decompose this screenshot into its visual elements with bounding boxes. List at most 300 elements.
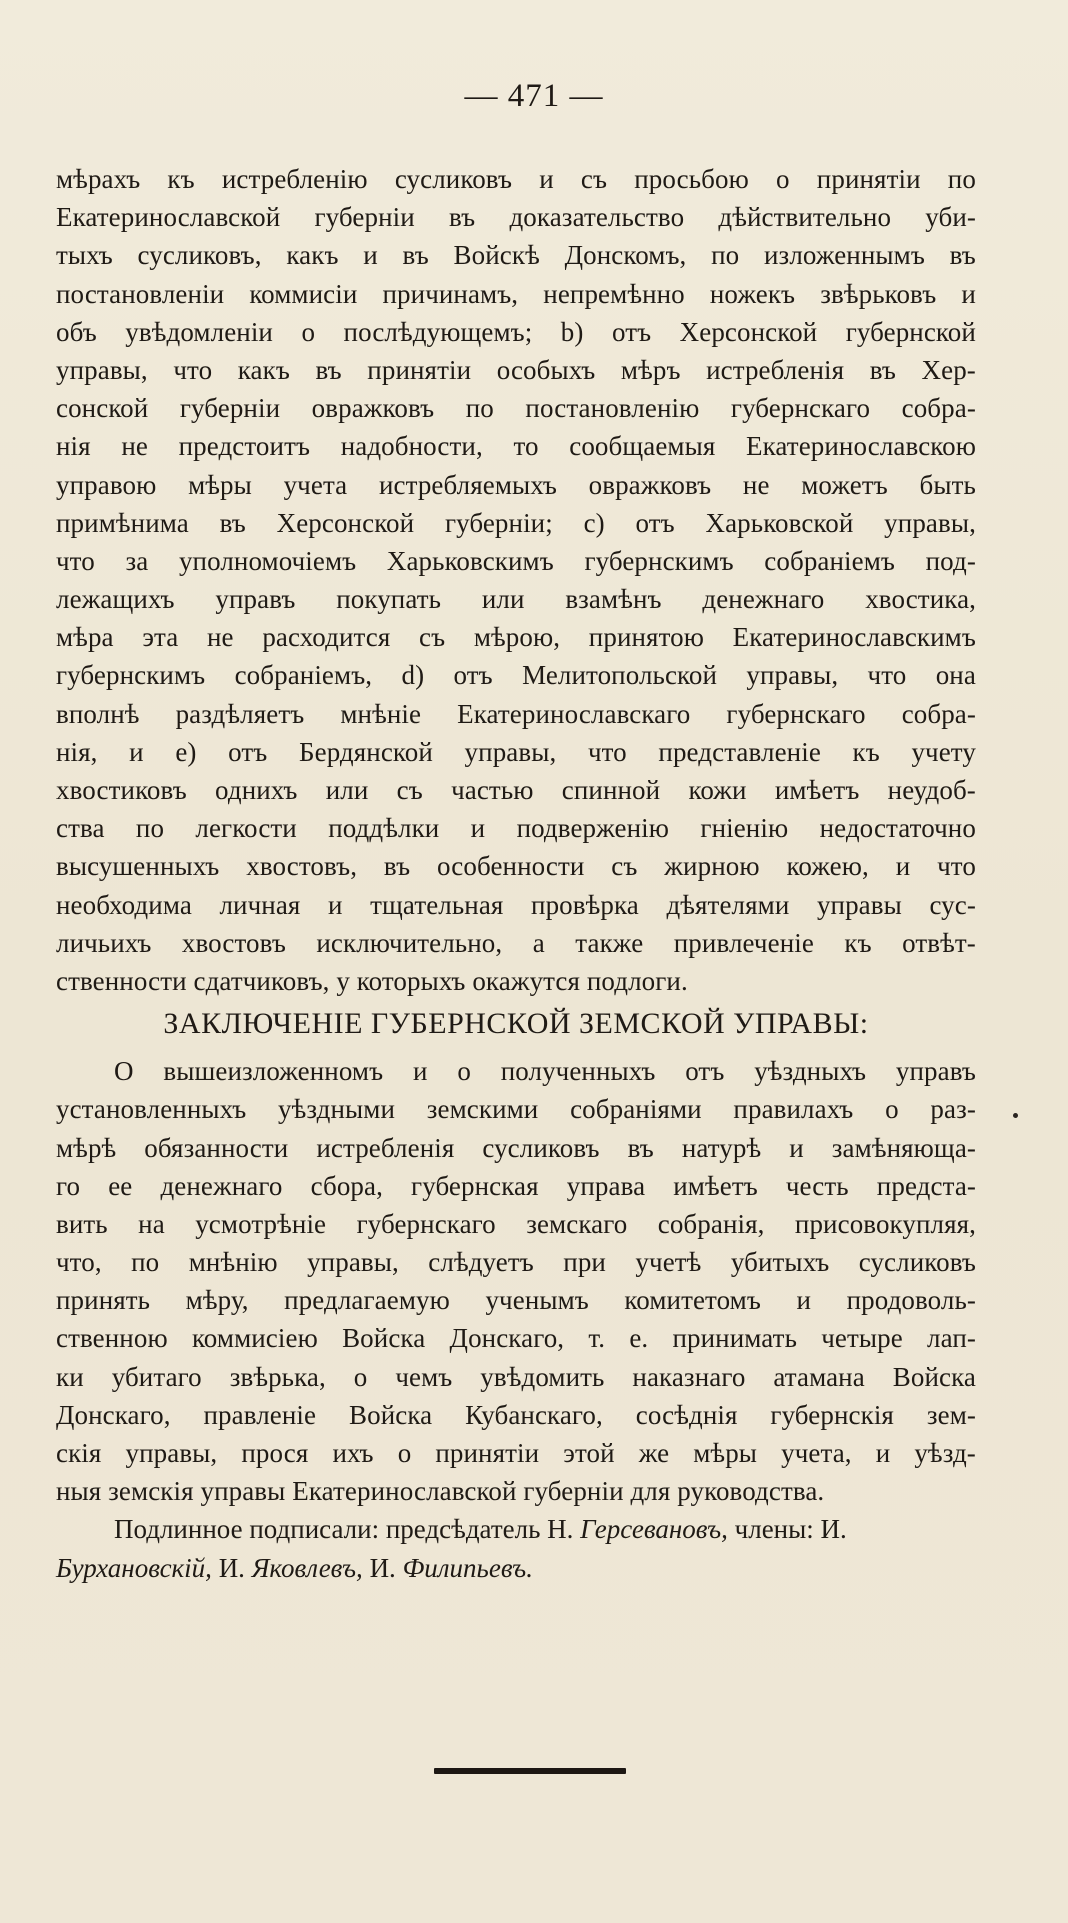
word: постановленію <box>525 393 700 424</box>
text-line <box>56 542 976 580</box>
word: Бердянской <box>299 736 433 767</box>
signature-member-2: Яковлевъ, <box>251 1552 363 1583</box>
word: что <box>587 736 627 767</box>
word: о <box>457 1056 471 1087</box>
word: управы, <box>464 736 557 767</box>
word: Екатеринославскаго <box>457 698 691 729</box>
text-line <box>56 1243 976 1281</box>
word: сусликовъ <box>482 1132 600 1163</box>
word: усмотрѣніе <box>195 1208 327 1239</box>
word: раз- <box>930 1094 976 1125</box>
word: не <box>742 469 770 500</box>
signature-line-2 <box>56 1549 976 1587</box>
text-line <box>56 236 976 274</box>
word: въ <box>869 354 896 385</box>
word: что, <box>56 1247 102 1278</box>
word: по <box>135 813 165 844</box>
word: собра- <box>901 698 976 729</box>
word: т. <box>588 1323 606 1354</box>
word: дѣятелями <box>666 889 790 920</box>
word: собранія, <box>657 1208 765 1239</box>
word: Войска <box>349 1399 433 1430</box>
word: прося <box>241 1438 309 1468</box>
word: Херсонской <box>679 316 818 347</box>
word: ственною <box>56 1323 168 1354</box>
word: въ <box>383 851 411 882</box>
word: Екатеринославской <box>56 202 281 233</box>
word: личьихъ <box>56 927 152 958</box>
text-line <box>56 313 976 351</box>
text-line <box>56 160 976 198</box>
word: мѣра <box>56 622 114 653</box>
word: губернскимъ <box>584 545 734 576</box>
word: увѣдомленіи <box>125 316 273 347</box>
word: сусликовъ <box>858 1247 976 1278</box>
word: е) <box>175 736 197 767</box>
word: установленныхъ <box>56 1094 247 1125</box>
word: овражковъ <box>311 393 435 424</box>
word: Войска <box>342 1323 426 1354</box>
word: въ <box>315 354 342 385</box>
word: по <box>947 164 976 194</box>
text-line <box>56 771 976 809</box>
text-line <box>56 1129 976 1167</box>
word: мнѣнію <box>188 1247 278 1278</box>
signature-chairman: Герсевановъ, <box>580 1514 728 1545</box>
signature-prefix: Подлинное подписали: предсѣдатель Н. <box>114 1514 574 1545</box>
word: мнѣніе <box>340 698 422 729</box>
word: губерніи; <box>444 507 553 538</box>
word: то <box>513 431 539 462</box>
word: мѣръ <box>620 354 681 385</box>
word: и <box>895 851 911 882</box>
word: О <box>114 1056 134 1087</box>
word: ее <box>108 1170 133 1201</box>
word: и <box>412 1056 428 1087</box>
text-line <box>56 1396 976 1434</box>
word: Екатеринославскимъ <box>732 622 976 653</box>
word: предстоитъ <box>178 431 311 462</box>
word: управы, <box>884 507 976 538</box>
word: Донскомъ, <box>564 240 687 271</box>
word: отъ <box>228 736 268 767</box>
word: коммисіи <box>249 278 358 309</box>
word: отъ <box>453 660 493 691</box>
word: мѣрахъ <box>56 164 141 194</box>
word: управы <box>816 889 902 920</box>
word: особыхъ <box>496 354 596 385</box>
word: убитаго <box>111 1361 202 1392</box>
word: или <box>481 584 525 615</box>
signature-line-1 <box>56 1510 976 1548</box>
word: управы, <box>56 354 148 385</box>
word: принятіи <box>816 164 921 194</box>
word: Войскѣ <box>453 240 540 271</box>
word: при <box>563 1247 606 1278</box>
word: взамѣнъ <box>565 584 662 615</box>
word: просьбою <box>634 164 749 194</box>
signature-member-3-initial: И. <box>369 1552 396 1583</box>
paragraph-1 <box>56 160 976 1000</box>
signature-member-2-initial: И. <box>218 1552 245 1583</box>
word: собраніями <box>570 1094 702 1125</box>
word: мѣры <box>188 469 252 500</box>
word: что <box>56 545 95 576</box>
word: собраніемъ <box>764 545 895 576</box>
word: учета, <box>781 1438 852 1468</box>
text-line <box>56 1167 976 1205</box>
word: управъ <box>215 584 296 615</box>
text-line <box>56 427 976 465</box>
text-line <box>56 886 976 924</box>
word: е. <box>629 1323 649 1354</box>
word: съ <box>396 775 423 805</box>
closing-rule <box>434 1768 626 1774</box>
word: о <box>885 1094 899 1125</box>
text-line <box>56 924 976 962</box>
word: дѣйствительно <box>718 202 892 233</box>
word: управы, <box>746 660 839 691</box>
word: быть <box>919 469 976 500</box>
word: а <box>532 927 545 958</box>
text-line: ныя земскія управы Екатеринославской губерніи для руководства. <box>56 1476 825 1507</box>
word: уѣздными <box>278 1094 396 1125</box>
word: о <box>301 316 316 347</box>
word: постановленіи <box>56 278 225 309</box>
word: отъ <box>611 316 652 347</box>
word: примѣнима <box>56 507 189 538</box>
word: послѣдующемъ; <box>343 316 533 347</box>
word: губернскаго <box>356 1208 496 1239</box>
text-line <box>56 466 976 504</box>
word: въ <box>949 240 976 271</box>
word: причинамъ, <box>382 278 519 309</box>
word: мѣрѣ <box>56 1132 117 1163</box>
word: натурѣ <box>681 1132 762 1163</box>
word: по <box>131 1247 160 1278</box>
word: гніенію <box>700 813 789 844</box>
word: убитыхъ <box>730 1247 830 1278</box>
word: учету <box>911 736 976 767</box>
word: неудоб- <box>887 775 976 805</box>
word: надобности, <box>340 431 483 462</box>
word: истребленія <box>316 1132 455 1163</box>
word: въ <box>449 202 476 233</box>
word: сусликовъ <box>394 164 513 194</box>
word: личная <box>219 889 301 920</box>
word: продоволь- <box>846 1285 976 1316</box>
word: о <box>397 1438 412 1468</box>
word: расходится <box>262 622 391 653</box>
word: правленіе <box>203 1399 317 1430</box>
word: однихъ <box>215 775 298 805</box>
text-line: ственности сдатчиковъ, у которыхъ окажутся подлоги. <box>56 965 688 996</box>
word: въ <box>402 240 429 271</box>
word: и <box>796 1285 812 1316</box>
word: исключительно, <box>316 927 503 958</box>
word: мѣру, <box>185 1285 249 1316</box>
word: губернскаго <box>730 393 871 424</box>
text-line <box>56 1205 976 1243</box>
signature-members-label: члены: И. <box>734 1514 847 1545</box>
word: денежнаго <box>702 584 825 615</box>
word: c) <box>583 507 605 538</box>
word: губернскимъ <box>56 660 206 691</box>
word: скія <box>56 1438 102 1468</box>
word: губернская <box>411 1170 539 1201</box>
text-body <box>56 160 976 1587</box>
word: изложеннымъ <box>764 240 925 271</box>
word: нія, <box>56 736 98 767</box>
word: сообщаемыя <box>569 431 716 462</box>
word: ки <box>56 1361 84 1392</box>
word: хвостовъ, <box>246 851 358 882</box>
word: собра- <box>901 393 976 424</box>
word: истребляемыхъ <box>378 469 557 500</box>
word: высушенныхъ <box>56 851 220 882</box>
word: эта <box>142 622 179 653</box>
word: что <box>173 354 213 385</box>
word: вышеизложенномъ <box>163 1056 384 1087</box>
word: уѣзд- <box>914 1438 976 1468</box>
word: губернской <box>845 316 976 347</box>
text-line <box>56 847 976 885</box>
word: управъ <box>895 1056 976 1087</box>
word: представленіе <box>658 736 821 767</box>
text-line <box>56 695 976 733</box>
text-line <box>56 198 976 236</box>
word: что <box>937 851 976 882</box>
word: она <box>935 660 976 691</box>
word: уѣздныхъ <box>754 1056 867 1087</box>
word: къ <box>844 927 872 958</box>
word: уби- <box>925 202 976 233</box>
word: частью <box>451 775 534 805</box>
word: слѣдуетъ <box>428 1247 534 1278</box>
word: недостаточно <box>819 813 976 844</box>
word: овражковъ <box>588 469 712 500</box>
word: Харьковскимъ <box>386 545 554 576</box>
word: губерніи <box>179 393 281 424</box>
word: же <box>638 1438 670 1468</box>
word: хвостика, <box>865 584 976 615</box>
word: лап- <box>927 1323 976 1354</box>
word: сус- <box>929 889 976 920</box>
word: коммисіею <box>191 1323 318 1354</box>
word: го <box>56 1170 81 1201</box>
word: непремѣнно <box>543 278 685 309</box>
text-line <box>56 1090 976 1128</box>
word: земскаго <box>526 1208 628 1239</box>
word: вить <box>56 1208 108 1239</box>
word: къ <box>167 164 195 194</box>
word: кожи <box>688 775 747 805</box>
word: сосѣднія <box>635 1399 738 1430</box>
word: о <box>776 164 790 194</box>
word: мѣрою, <box>473 622 561 653</box>
word: зем- <box>926 1399 976 1430</box>
word: принятою <box>588 622 704 653</box>
section-heading: ЗАКЛЮЧЕНІЕ ГУБЕРНСКОЙ ЗЕМСКОЙ УПРАВЫ: <box>163 1007 869 1041</box>
word: съ <box>580 164 608 194</box>
word: полученныхъ <box>500 1056 656 1087</box>
text-line <box>56 275 976 313</box>
word: учетѣ <box>635 1247 702 1278</box>
word: имѣетъ <box>673 1170 758 1201</box>
word: губернскія <box>770 1399 894 1430</box>
word: предлагаемую <box>284 1285 450 1316</box>
word: земскими <box>426 1094 539 1125</box>
word: вполнѣ <box>56 698 140 729</box>
word: учета <box>283 469 348 500</box>
word: звѣрька, <box>229 1361 326 1392</box>
text-line <box>56 733 976 771</box>
word: съ <box>419 622 446 653</box>
word: замѣняюща- <box>831 1132 976 1163</box>
word: и <box>363 240 378 271</box>
word: уполномочіемъ <box>178 545 357 576</box>
word: что <box>867 660 907 691</box>
word: раздѣляетъ <box>175 698 305 729</box>
word: тщательная <box>370 889 504 920</box>
word: хвостовъ <box>181 927 286 958</box>
word: отъ <box>635 507 675 538</box>
text-line <box>56 580 976 618</box>
word: къ <box>852 736 880 767</box>
text-line <box>56 1052 976 1090</box>
word: этой <box>563 1438 615 1468</box>
page-number: — 471 — <box>464 78 604 114</box>
word: ихъ <box>332 1438 374 1468</box>
word: под- <box>925 545 976 576</box>
word: кожею, <box>786 851 869 882</box>
word: о <box>353 1361 368 1392</box>
word: честь <box>785 1170 849 1201</box>
word: d) <box>401 660 425 691</box>
word: Кубанскаго, <box>465 1399 603 1430</box>
word: и <box>470 813 486 844</box>
word: мѣры <box>693 1438 758 1468</box>
word: звѣрьковъ <box>820 278 937 309</box>
word: въ <box>219 507 246 538</box>
word: объ <box>56 316 97 347</box>
word: особенности <box>437 851 585 882</box>
word: увѣдомить <box>480 1361 605 1392</box>
word: по <box>465 393 494 424</box>
word: покупать <box>336 584 442 615</box>
word: на <box>138 1208 165 1239</box>
word: доказательство <box>509 202 685 233</box>
word: управою <box>56 469 157 500</box>
word: по <box>711 240 740 271</box>
word: легкости <box>195 813 297 844</box>
word: не <box>207 622 234 653</box>
word: спинной <box>561 775 661 805</box>
word: тыхъ <box>56 240 113 271</box>
word: Херсонской <box>276 507 415 538</box>
word: правилахъ <box>733 1094 854 1125</box>
word: провѣрка <box>531 889 639 920</box>
word: и <box>875 1438 891 1468</box>
word: Донскаго, <box>449 1323 565 1354</box>
word: обязанности <box>144 1132 289 1163</box>
word: за <box>125 545 149 576</box>
signature-member-3: Филипьевъ. <box>402 1552 533 1583</box>
margin-dot <box>1013 1113 1018 1118</box>
word: имѣетъ <box>774 775 860 805</box>
word: комитетомъ <box>624 1285 761 1316</box>
word: жирною <box>664 851 760 882</box>
word: можетъ <box>801 469 888 500</box>
text-line <box>56 618 976 656</box>
word: также <box>575 927 644 958</box>
word: и <box>961 278 976 309</box>
text-line <box>56 351 976 389</box>
word: привлеченіе <box>673 927 814 958</box>
text-line <box>56 1434 976 1472</box>
word: въ <box>627 1132 654 1163</box>
word: Хер- <box>921 354 976 385</box>
word: сусликовъ, <box>137 240 262 271</box>
word: необходима <box>56 889 192 920</box>
word: истребленію <box>221 164 368 194</box>
word: управа <box>566 1170 646 1201</box>
word: Мелитопольской <box>522 660 718 691</box>
word: какъ <box>286 240 339 271</box>
word: сбора, <box>310 1170 383 1201</box>
word: управы, <box>307 1247 399 1278</box>
word: не <box>121 431 148 462</box>
text-line <box>56 656 976 694</box>
word: четыре <box>821 1323 903 1354</box>
word: отвѣт- <box>902 927 976 958</box>
text-line <box>56 504 976 542</box>
word: атамана <box>773 1361 865 1392</box>
text-line <box>56 1281 976 1319</box>
word: сонской <box>56 393 149 424</box>
word: или <box>325 775 369 805</box>
word: ножекъ <box>709 278 796 309</box>
word: подверженію <box>516 813 670 844</box>
word: Екатеринославскою <box>746 431 976 462</box>
word: и <box>539 164 554 194</box>
word: принять <box>56 1285 151 1316</box>
word: ства <box>56 813 105 844</box>
word: чемъ <box>395 1361 453 1392</box>
word: управы, <box>125 1438 218 1468</box>
text-line <box>56 1358 976 1396</box>
word: и <box>789 1132 804 1163</box>
word: поддѣлки <box>328 813 440 844</box>
word: принятіи <box>435 1438 540 1468</box>
word: Харьковской <box>705 507 854 538</box>
signature-member-1: Бурхановскій, <box>56 1552 212 1583</box>
word: отъ <box>685 1056 725 1087</box>
word: и <box>328 889 343 920</box>
text-line <box>56 1319 976 1357</box>
word: наказнаго <box>632 1361 746 1392</box>
word: Донскаго, <box>56 1399 171 1430</box>
word: принятіи <box>367 354 472 385</box>
word: и <box>129 736 144 767</box>
word: губерніи <box>314 202 415 233</box>
word: нія <box>56 431 91 462</box>
paragraph-2 <box>56 1052 976 1510</box>
word: хвостиковъ <box>56 775 187 805</box>
word: ученымъ <box>485 1285 589 1316</box>
word: лежащихъ <box>56 584 175 615</box>
word: истребленія <box>706 354 845 385</box>
